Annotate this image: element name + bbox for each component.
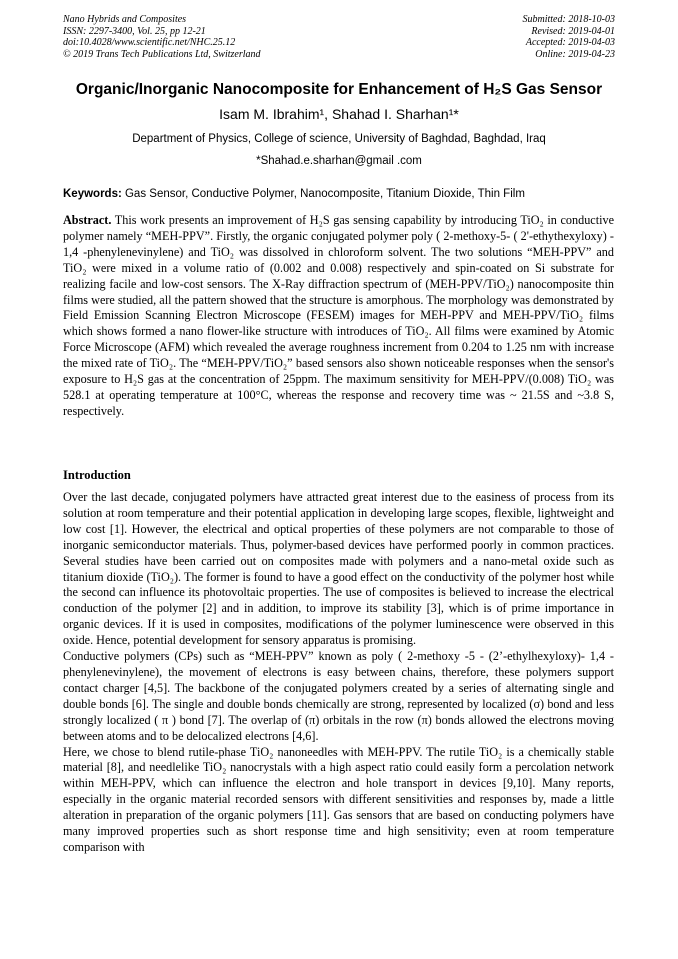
keywords — [63, 188, 623, 200]
publication-dates — [523, 14, 616, 60]
paper-title: Organic/Inorganic Nanocomposite for Enhancement of H₂S Gas Sensor — [75, 81, 603, 98]
author-email: *Shahad.e.sharhan@gmail .com — [256, 155, 422, 167]
intro-paragraph: Here, we chose to blend rutile-phase TiO₂ nanoneedles with MEH-PPV. The rutile TiO₂ is a chemically stable material [8], and needlelike TiO₂ nanocrystals with a high aspect ratio could easily form a percolation network within MEH-PPV, which can influence the electron and hole transport in devices [9,10]. Many reports, especially in the organic material recorded sensors with different sensitivities and responses by, made a little alteration in preparation of the organic polymers [11]. Gas sensors that are based on conducting polymers have many improved properties such as short response time and high sensitivity; even at room temperature comparison with — [63, 744, 614, 854]
section-heading-introduction: Introduction — [63, 468, 131, 482]
journal-name: Nano Hybrids and Composites — [63, 14, 187, 25]
affiliation: Department of Physics, College of science, University of Baghdad, Baghdad, Iraq — [132, 133, 546, 145]
abstract-label: Abstract. — [63, 213, 112, 227]
journal-info — [63, 14, 261, 60]
issn: ISSN: 2297-3400, Vol. 25, pp 12-21 — [63, 25, 206, 37]
submitted-date: Submitted: 2018-10-03 — [522, 14, 615, 25]
abstract-text: This work presents an improvement of H₂S gas sensing capability by introducing TiO₂ in conductive polymer namely “MEH-PPV”. Firstly, the organic conjugated polymer poly ( 2-methoxy-5- ( 2'-ethythexyloxy) - 1,4 -phenylenevinylene) and TiO₂ was dissolved in chloroform solvent. The two solutions “MEH-PPV” and TiO₂ were mixed in a volume ratio of (0.002 and 0.008) respectively and spin-coated on Si substrate for realizing facile and low-cost sensors. The X-Ray diffraction spectrum of (MEH-PPV/TiO₂) nanocomposite thin films were studied, all the pattern showed that the structure is amorphous. The morphology was demonstrated by Field Emission Scanning Electron Microscope (FESEM) images for MEH-PPV and MEH-PPV/TiO₂ films which shows formed a nano flower-like structure with introduces of TiO₂. All films were examined by Atomic Force Microscope (AFM) which revealed the average roughness increment from 0.204 to 1.25 nm with increase the mixed rate of TiO₂. The “MEH-PPV/TiO₂” based sensors also shown noticeable responses when the sensor's exposure to H₂S gas at the concentration of 25ppm. The maximum sensitivity for MEH-PPV/(0.008) TiO₂ was 528.1 at operating temperature at 100°C, whereas the response and recovery time was ~ 21.5S and ~3.8 S, respectively. — [63, 213, 614, 418]
revised-date: Revised: 2019-04-01 — [531, 25, 615, 37]
keywords-text: Gas Sensor, Conductive Polymer, Nanocomposite, Titanium Dioxide, Thin Film — [121, 188, 525, 200]
doi: doi:10.4028/www.scientific.net/NHC.25.12 — [63, 37, 236, 48]
authors: Isam M. Ibrahim¹, Shahad I. Sharhan¹* — [219, 106, 459, 122]
intro-paragraph: Conductive polymers (CPs) such as “MEH-PPV” known as poly ( 2-methoxy -5 - (2’-ethylhexyloxy)- 1,4 -phenylenevinylene), the movement of electrons is easy between chains, therefore, these polymers support contact charger [4,5]. The backbone of the conjugated polymers created by a series of alternating single and double bonds [6]. The single and double bonds chemically are strong, represented by localized (σ) bond and less strongly localized ( π ) bond [7]. The overlap of (π) orbitals in the row (π) bonds allowed the electrons moving between atoms and to be delocalized electrons [4,6]. — [63, 649, 614, 743]
introduction-body — [63, 490, 614, 856]
online-date: Online: 2019-04-23 — [535, 48, 615, 60]
copyright: © 2019 Trans Tech Publications Ltd, Switzerland — [63, 48, 261, 60]
intro-paragraph: Over the last decade, conjugated polymers have attracted great interest due to the easiness of process from its solution at room temperature and their potential application in developing large scopes, flexible, lightweight and low cost [1]. However, the electrical and optical properties of these polymers are not comparable to those of inorganic semiconductor materials. Thus, polymer-based devices have performed poorly in common practices. Several studies have been carried out on composites made with polymers and a nano-metal oxide such as titanium dioxide (TiO₂). The former is found to have a good effect on the conductivity of the polymer host while the second can influence its photovoltaic properties. The use of composites is believed to increase the electrical conduction of the polymer [2] and in addition, to improve its stability [3], which is of prime importance in organic devices. If it is used in composites, modifications of the polymer luminescence were observed in this oxide. Hence, potential development for sensory apparatus is promising. — [63, 490, 614, 648]
keywords-label: Keywords: — [63, 188, 122, 200]
abstract — [63, 213, 614, 420]
accepted-date: Accepted: 2019-04-03 — [525, 37, 615, 48]
